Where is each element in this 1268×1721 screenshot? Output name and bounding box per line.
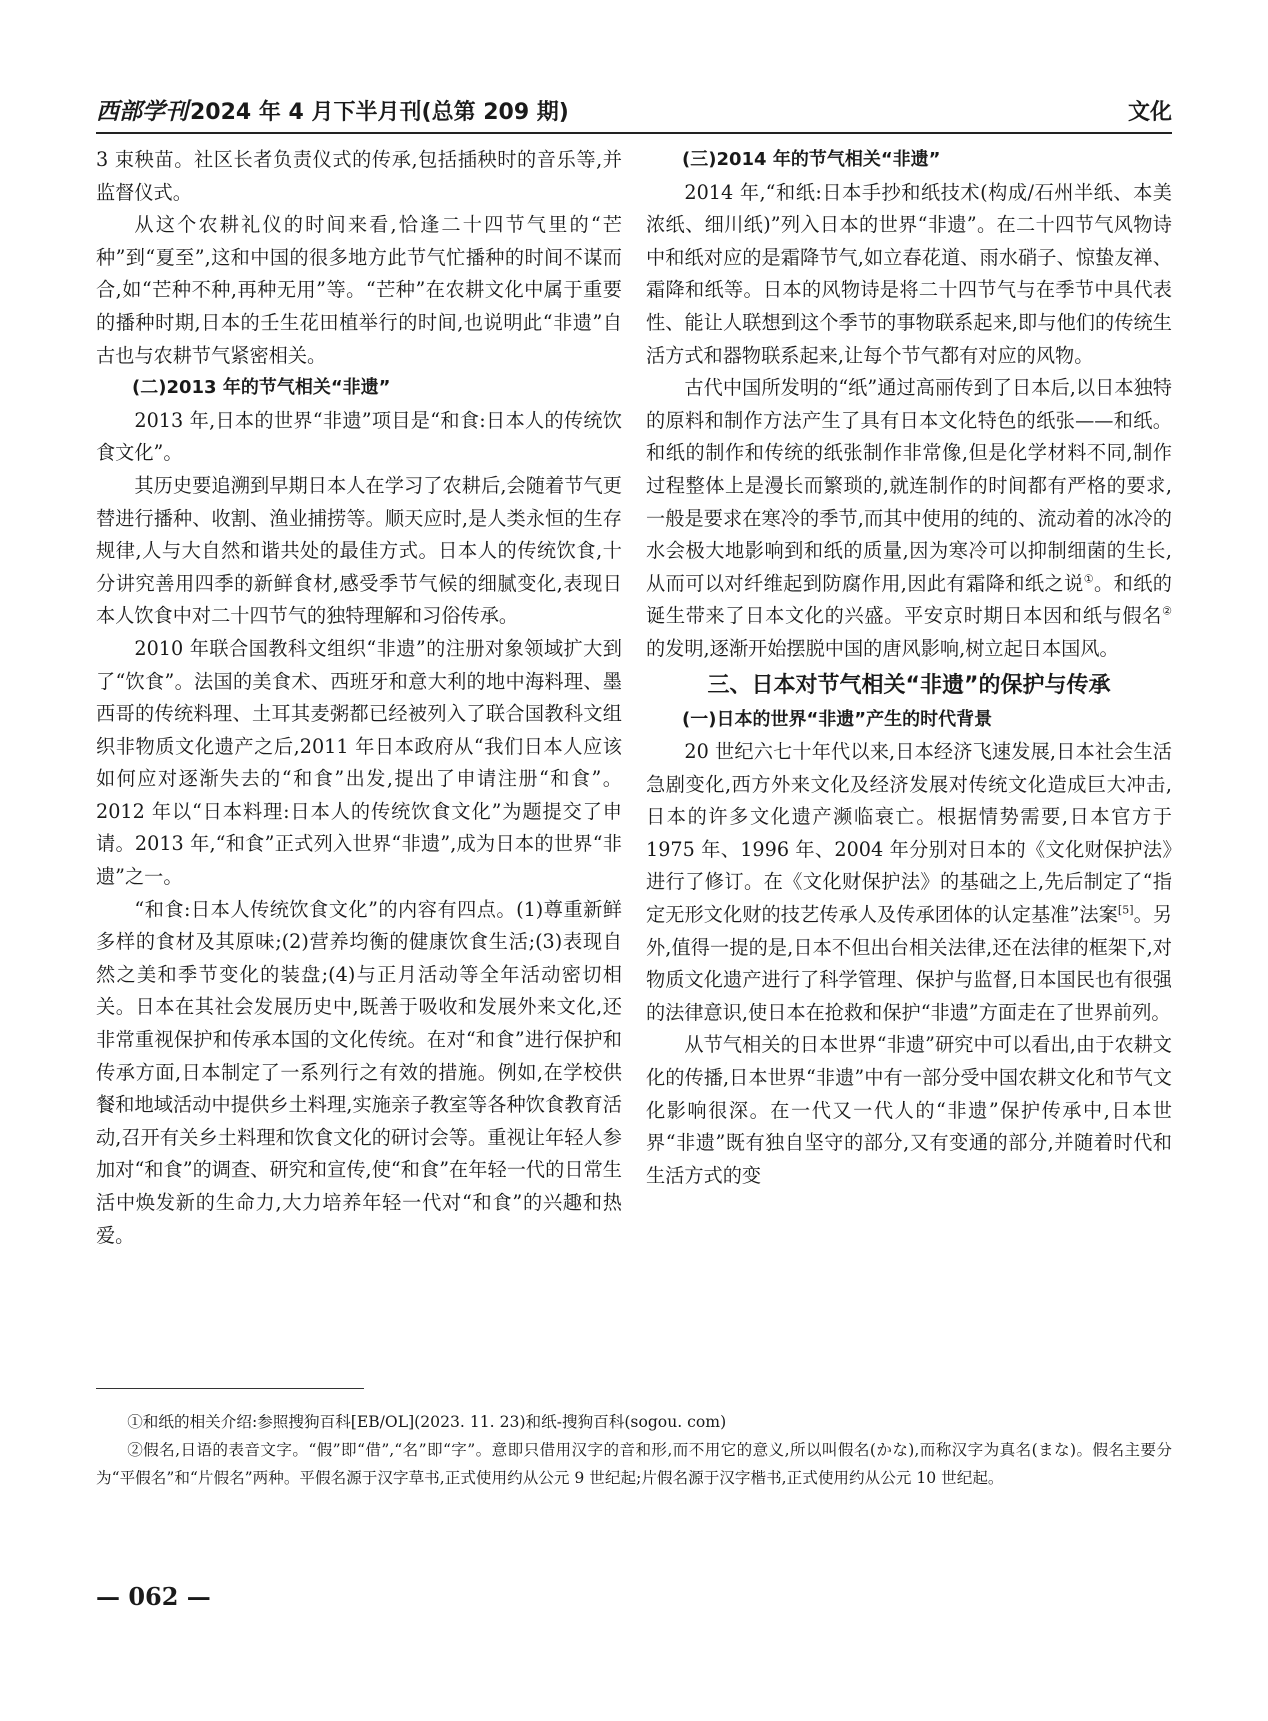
subsection-heading: (一)日本的世界“非遗”产生的时代背景 — [682, 708, 993, 730]
footnote-mark: ① — [1083, 572, 1094, 586]
journal-info — [96, 93, 569, 126]
footnote-1: ①和纸的相关介绍:参照搜狗百科[EB/OL](2023. 11. 23)和纸-搜狗百科(sogou. com) — [127, 1413, 727, 1431]
text-run: 。另外,值得一提的是,日本不但出台相关法律,还在法律的框架下,对物质文化遗产进行了科学管理、保护与监督,日本国民也有很强的法律意识,使日本在抢救和保护“非遗”方面走在了世界前列。 — [646, 903, 1173, 1024]
citation-ref: [5] — [1117, 903, 1134, 917]
section-heading: 三、日本对节气相关“非遗”的保护与传承 — [707, 672, 1111, 698]
paragraph: 从这个农耕礼仪的时间来看,恰逢二十四节气里的“芒种”到“夏至”,这和中国的很多地方此节气忙播种的时间不谋而合,如“芒种不种,再种无用”等。“芒种”在农耕文化中属于重要的播种时期,日本的壬生花田植举行的时间,也说明此“非遗”自古也与农耕节气紧密相关。 — [96, 213, 622, 367]
paragraph: “和食:日本人传统饮食文化”的内容有四点。(1)尊重新鲜多样的食材及其原味;(2)营养均衡的健康饮食生活;(3)表现自然之美和季节变化的装盘;(4)与正月活动等全年活动密切相关。日本在其社会发展历史中,既善于吸收和发展外来文化,还非常重视保护和传承本国的文化传统。在对“和食”进行保护和传承方面,日本制定了一系列行之有效的措施。例如,在学校供餐和地域活动中提供乡土料理,实施亲子教室等各种饮食教育活动,召开有关乡土料理和饮食文化的研讨会等。重视让年轻人参加对“和食”的调查、研究和宣传,使“和食”在年轻一代的日常生活中焕发新的生命力,大力培养年轻一代对“和食”的兴趣和热爱。 — [96, 897, 622, 1247]
paragraph: 从节气相关的日本世界“非遗”研究中可以看出,由于农耕文化的传播,日本世界“非遗”中有一部分受中国农耕文化和节气文化影响很深。在一代又一代人的“非遗”保护传承中,日本世界“非遗”既有独自坚守的部分,又有变通的部分,并随着时代和生活方式的变 — [646, 1033, 1172, 1187]
text-run: 的发明,逐渐开始摆脱中国的唐风影响,树立起日本国风。 — [646, 636, 1119, 660]
section-name: 文化 — [1127, 100, 1172, 125]
footnote-rule — [96, 1388, 364, 1389]
footnote-2: ②假名,日语的表音文字。“假”即“借”,“名”即“字”。意即只借用汉字的音和形,而不用它的意义,所以叫假名(かな),而称汉字为真名(まな)。假名主要分为“平假名”和“片假名”两种。平假名源于汉字草书,正式使用约从公元 9 世纪起;片假名源于汉字楷书,正式使用约从公元 10 世纪起。 — [96, 1441, 1172, 1487]
text-run: 古代中国所发明的“纸”通过高丽传到了日本后,以日本独特的原料和制作方法产生了具有日本文化特色的纸张——和纸。和纸的制作和传统的纸张制作非常像,但是化学材料不同,制作过程整体上是漫长而繁琐的,就连制作的时间都有严格的要求,一般是要求在寒冷的季节,而其中使用的纯的、流动着的冰冷的水会极大地影响到和纸的质量,因为寒冷可以抑制细菌的生长,从而可以对纤维起到防腐作用,因此有霜降和纸之说 — [646, 376, 1172, 595]
footnotes — [96, 1408, 1172, 1492]
subsection-heading: (三)2014 年的节气相关“非遗” — [682, 149, 941, 170]
issue-info: 2024 年 4 月下半月刊(总第 209 期) — [190, 100, 569, 125]
paragraph — [646, 372, 1172, 665]
paragraph — [646, 736, 1172, 1029]
left-column — [96, 144, 622, 1252]
paragraph: 3 束秧苗。社区长者负责仪式的传承,包括插秧时的音乐等,并监督仪式。 — [96, 148, 622, 204]
paragraph: 其历史要追溯到早期日本人在学习了农耕后,会随着节气更替进行播种、收割、渔业捕捞等。顺天应时,是人类永恒的生存规律,人与大自然和谐共处的最佳方式。日本人的传统饮食,十分讲究善用四季的新鲜食材,感受季节气候的细腻变化,表现日本人饮食中对二十四节气的独特理解和习俗传承。 — [96, 473, 622, 628]
page-header — [96, 82, 1172, 134]
text-run: 20 世纪六七十年代以来,日本经济飞速发展,日本社会生活急剧变化,西方外来文化及经济发展对传统文化造成巨大冲击,日本的许多文化遗产濒临衰亡。根据情势需要,日本官方于 1975 年、1996 年、2004 年分别对日本的《文化财保护法》进行了修订。在《文化财保护法》的基础之上,先后制定了“指定无形文化财的技艺传承人及传承团体的认定基准”法案 — [646, 740, 1172, 927]
right-column — [646, 144, 1172, 1192]
journal-logo: 西部学刊 — [96, 98, 188, 125]
page-number: — 062 — — [96, 1582, 211, 1611]
subsection-heading: (二)2013 年的节气相关“非遗” — [132, 377, 391, 399]
text-run: 。和纸的诞生带来了日本文化的兴盛。平安京时期日本因和纸与假名 — [646, 571, 1172, 628]
paragraph: 2013 年,日本的世界“非遗”项目是“和食:日本人的传统饮食文化”。 — [96, 408, 622, 465]
paragraph: 2010 年联合国教科文组织“非遗”的注册对象领域扩大到了“饮食”。法国的美食术、西班牙和意大利的地中海料理、墨西哥的传统料理、土耳其麦粥都已经被列入了联合国教科文组织非物质文化遗产之后,2011 年日本政府从“我们日本人应该如何应对逐渐失去的“和食”出发,提出了申请注册“和食”。2012 年以“日本料理:日本人的传统饮食文化”为题提交了申请。2013 年,“和食”正式列入世界“非遗”,成为日本的世界“非遗”之一。 — [96, 636, 622, 889]
paragraph: 2014 年,“和纸:日本手抄和纸技术(构成/石州半纸、本美浓纸、细川纸)”列入日本的世界“非遗”。在二十四节气风物诗中和纸对应的是霜降节气,如立春花道、雨水硝子、惊蛰友禅、霜降和纸等。日本的风物诗是将二十四节气与在季节中具代表性、能让人联想到这个季节的事物联系起来,即与他们的传统生活方式和器物联系起来,让每个节气都有对应的风物。 — [646, 180, 1172, 367]
footnote-mark: ② — [1162, 604, 1172, 618]
